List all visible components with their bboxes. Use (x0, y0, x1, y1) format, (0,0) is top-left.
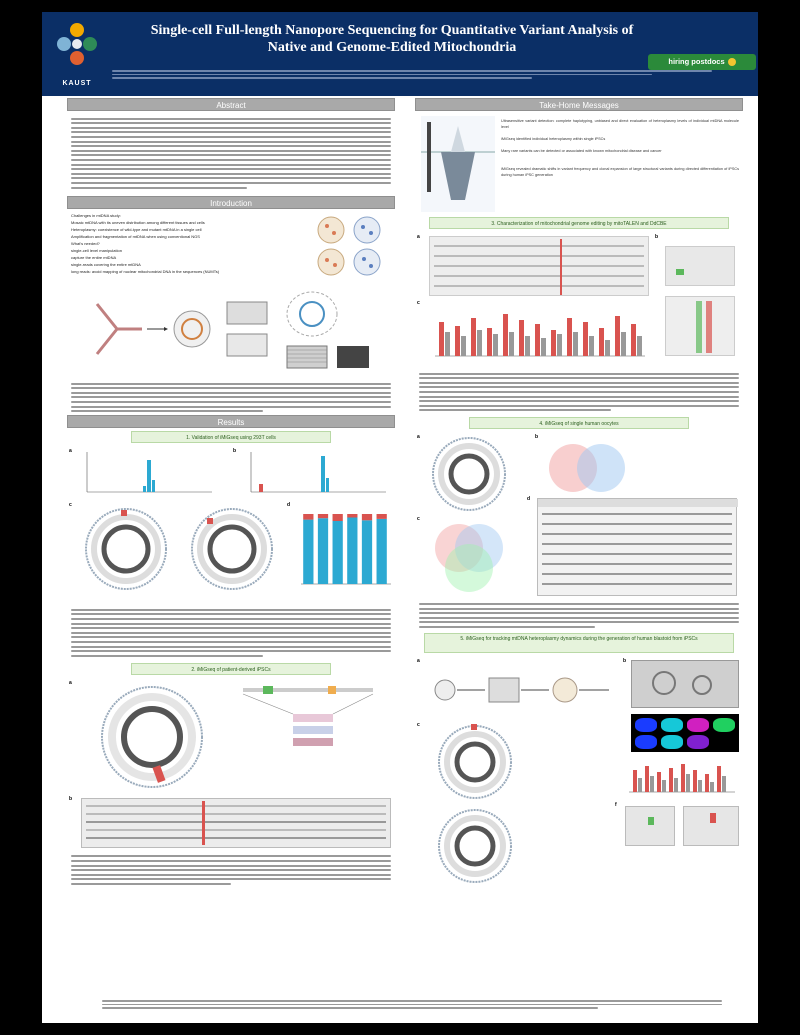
intro-needed: capture the entire mtDNA (71, 255, 117, 261)
section-take-home: Take-Home Messages (415, 98, 743, 111)
intro-cell-diagram (313, 214, 391, 280)
variant-table-d (537, 498, 737, 596)
intro-needed-title: What's needed? (71, 241, 100, 247)
subsection-3: 3. Characterization of mitochondrial genome editing by mitoTALEN and DdCBE (429, 217, 729, 229)
histogram-b (241, 450, 391, 498)
panel-label: a (417, 657, 420, 664)
take-home-item: Many rare variants can be detected or associated with known mitochondrial disease and cancer (501, 149, 662, 153)
intro-needed: long reads: avoid mapping of nuclear mitochondrial DNA in the sequences (NUMTs) (71, 269, 220, 275)
section-introduction: Introduction (67, 196, 395, 209)
poster-header (42, 12, 758, 96)
title-line-2: Native and Genome-Edited Mitochondria (267, 40, 517, 55)
panel-label: b (655, 234, 659, 240)
bar-chart-d (293, 508, 393, 592)
figure3-caption (67, 855, 395, 885)
section-results: Results (67, 415, 395, 428)
bar (362, 514, 372, 520)
alignment-track-d (665, 296, 735, 356)
hiring-badge[interactable] (648, 54, 756, 70)
intro-item: Amplification and fragmentation of mtDNA when using conventional NGS (71, 234, 200, 240)
circos-plot-4 (429, 434, 509, 514)
figure5 (415, 432, 743, 600)
subsection-5: 5. iMiGseq for tracking mtDNA heteroplasmy dynamics during the generation of human blastoid from iPSCs (424, 633, 734, 653)
panel-label: a (69, 448, 72, 455)
panel-label: c (69, 502, 72, 509)
figure1-caption (67, 383, 395, 413)
take-home-item: Ultrasensitive variant detection: complete haplotyping, unbiased and direct evaluation of heteroplasmy levels of individual mtDNA molecule level (501, 119, 739, 129)
blastoid-workflow-diagram (425, 657, 627, 720)
panel-label: b (69, 795, 73, 802)
alignment-track-b (665, 246, 735, 286)
iceberg-icon (421, 116, 495, 212)
bar (333, 521, 343, 584)
panel-label: d (527, 496, 531, 503)
bar (377, 519, 387, 584)
circos-plot-5 (435, 722, 515, 802)
author-affiliations (112, 68, 712, 88)
workflow-diagram (87, 284, 377, 374)
panel-label: d (287, 502, 291, 509)
poster-title (112, 22, 672, 56)
take-home-item: iMiGseq identified individual heteroplasmy within single iPSCs (501, 137, 606, 141)
panel-label: b (535, 434, 539, 441)
panel-label: a (417, 234, 420, 240)
figure4 (415, 232, 743, 370)
abstract-text (67, 114, 395, 192)
figure5-caption (415, 603, 743, 628)
panel-label: b (233, 448, 237, 455)
bar (362, 521, 372, 585)
circos-plot-6 (435, 806, 515, 886)
bar (303, 514, 313, 520)
figure4-caption (415, 373, 743, 412)
panel-label: a (417, 434, 420, 441)
figure2 (67, 446, 395, 606)
alignment-track-f1 (625, 806, 675, 846)
intro-list-title: Challenges in mtDNA study: (71, 213, 121, 219)
figure3 (67, 678, 395, 853)
panel-label: a (69, 679, 72, 686)
bar-chart-e (625, 756, 739, 796)
panel-label: c (417, 516, 420, 523)
take-home-list (501, 118, 739, 190)
intro-item: Heteroplasmy: coexistence of wild-type and mutant mtDNA in a single cell (71, 227, 202, 233)
circos-plot-3 (97, 682, 207, 792)
subsection-4: 4. iMiGseq of single human oocytes (469, 417, 689, 429)
left-column (67, 98, 395, 888)
bar (303, 520, 313, 584)
genome-track-diagram (233, 684, 383, 764)
panel-label: b (623, 657, 627, 664)
intro-item: Mosaic mtDNA with its uneven distribution among different tissues and cells (71, 220, 205, 226)
bar (318, 514, 328, 518)
fluorescence-images (631, 714, 739, 752)
panel-label: c (417, 300, 420, 306)
references-footer (102, 998, 722, 1011)
circos-plot-1 (81, 504, 171, 594)
bar (377, 514, 387, 519)
histogram-a (77, 450, 217, 498)
bar (333, 514, 343, 521)
section-abstract: Abstract (67, 98, 395, 111)
panel-label: c (417, 721, 420, 728)
bar-chart-c (429, 302, 649, 362)
subsection-1: 1. Validation of iMiGseq using 293T cells (131, 431, 331, 443)
alignment-track-a (429, 236, 649, 296)
subsection-2: 2. iMiGseq of patient-derived iPSCs (131, 663, 331, 675)
smiley-icon (728, 58, 736, 66)
kaust-logo-icon (52, 20, 102, 76)
alignment-track-f2 (683, 806, 739, 846)
panel-label: f (615, 801, 617, 808)
read-alignment-track (81, 798, 391, 848)
figure2-caption (67, 609, 395, 657)
figure6 (415, 656, 743, 886)
title-line-1: Single-cell Full-length Nanopore Sequencing for Quantitative Variant Analysis of (150, 23, 634, 38)
poster (42, 12, 758, 1023)
venn-diagram-b (543, 438, 633, 498)
bar (318, 518, 328, 584)
take-home-item: iMiGseq revealed dramatic shifts in variant frequency and clonal expansion of large structural variants during directed differentiation of iPSCs during human iPSC generation (501, 167, 739, 177)
right-column (415, 98, 743, 886)
logo-text: KAUST (62, 80, 92, 87)
intro-needed: single-cell level manipulation (71, 248, 122, 254)
venn-diagram-c (429, 518, 509, 598)
hiring-label: hiring postdocs (668, 57, 725, 66)
bar (347, 518, 357, 585)
introduction-body (67, 212, 395, 380)
circos-plot-2 (187, 504, 277, 594)
bar (347, 514, 357, 518)
take-home-body (415, 114, 743, 214)
micrograph-b (631, 660, 739, 708)
intro-needed: single-reads covering the entire mtDNA (71, 262, 141, 268)
